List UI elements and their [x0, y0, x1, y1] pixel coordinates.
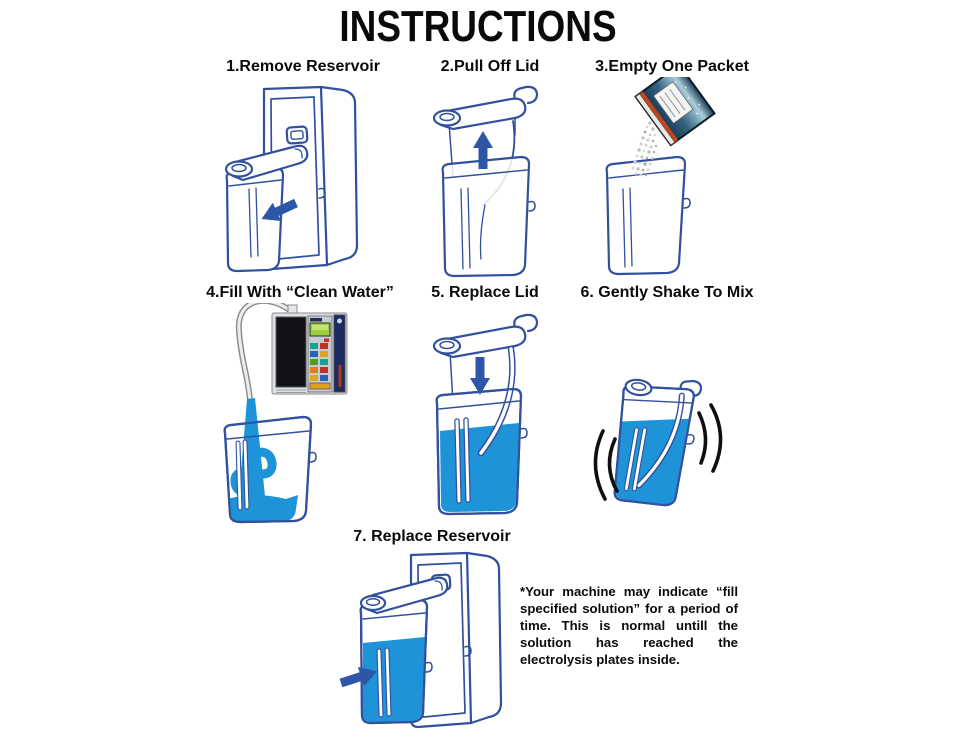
- step3-illustration: [587, 77, 757, 277]
- step6-illustration: [575, 303, 760, 521]
- step-4-label: 4.Fill With “Clean Water”: [206, 284, 394, 301]
- step-6-gently-shake-to-mix: [568, 284, 766, 521]
- step2-illustration: [423, 77, 558, 279]
- step1-illustration: [201, 77, 406, 274]
- step-1-label: 1.Remove Reservoir: [226, 58, 380, 75]
- step-2-label: 2.Pull Off Lid: [440, 58, 540, 75]
- step-5-label: 5. Replace Lid: [431, 284, 539, 301]
- page-title: INSTRUCTIONS: [338, 2, 617, 51]
- step-7-replace-reservoir: [333, 528, 531, 731]
- step-3-empty-one-packet: [578, 58, 766, 277]
- footnote-text: *Your machine may indicate “fill specified solution” for a period of time. This is normal untill the solution has reached the electrolysis plates inside.: [520, 584, 738, 668]
- shaken-reservoir: [608, 372, 701, 509]
- machine-side: [467, 553, 501, 723]
- step-5-replace-lid: [420, 284, 550, 531]
- arrow-down-icon: [470, 357, 490, 395]
- step7-illustration: [337, 547, 527, 731]
- step-6-label: 6. Gently Shake To Mix: [580, 284, 754, 301]
- water-fill: [363, 637, 425, 722]
- ionizer-machine: [272, 305, 347, 394]
- step-7-label: 7. Replace Reservoir: [353, 528, 511, 545]
- machine-black-panel: [276, 317, 306, 387]
- reservoir-tank: [442, 157, 528, 276]
- step5-illustration: [425, 303, 545, 531]
- step-1-remove-reservoir: [196, 58, 410, 274]
- step4-illustration: [208, 303, 393, 531]
- step-3-label: 3.Empty One Packet: [595, 58, 749, 75]
- step-2-pull-off-lid: [415, 58, 565, 279]
- solution-packet: [636, 77, 715, 145]
- water-fill: [440, 423, 519, 512]
- step-4-fill-with-clean-water: [196, 284, 404, 531]
